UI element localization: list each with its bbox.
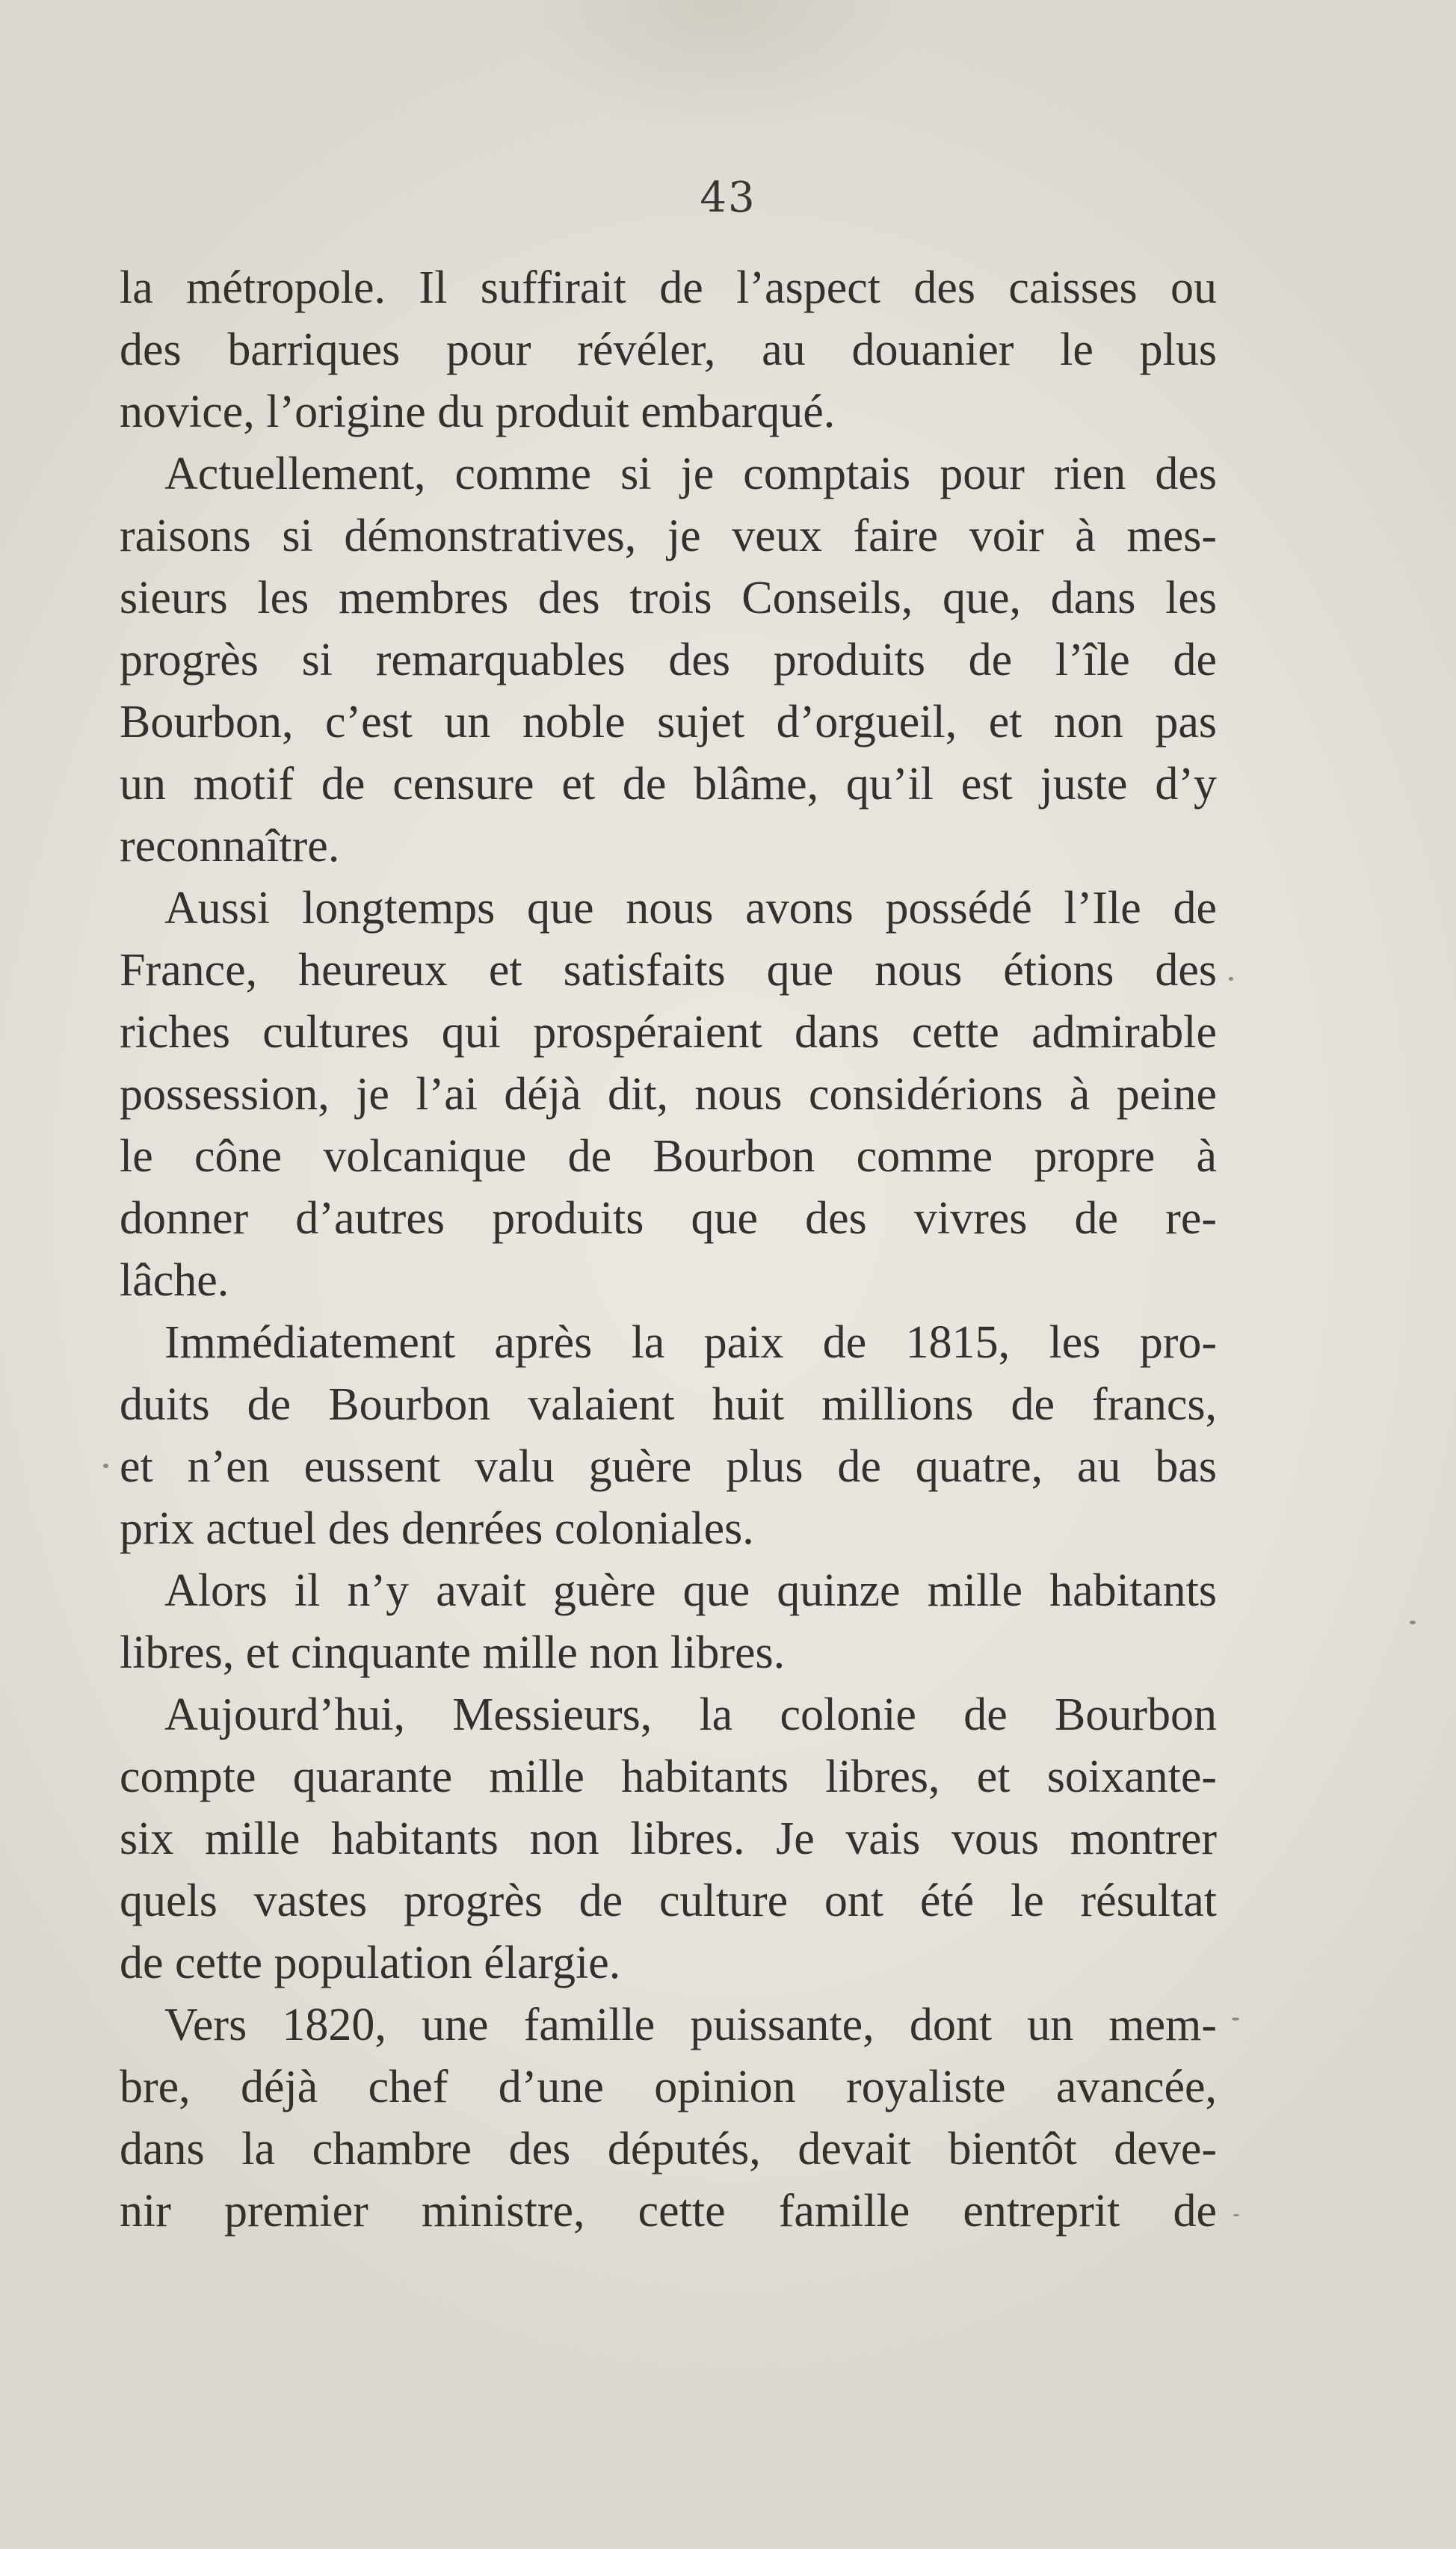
text-line: possession, je l’ai déjà dit, nous considérions à peine bbox=[120, 1069, 1217, 1120]
text-line: bre, déjà chef d’une opinion royaliste avancée, bbox=[120, 2062, 1217, 2112]
text-line: libres, et cinquante mille non libres. bbox=[120, 1627, 786, 1678]
text-line: compte quarante mille habitants libres, et soixante- bbox=[120, 1751, 1217, 1802]
paper-speck bbox=[1232, 2018, 1239, 2021]
text-line: reconnaître. bbox=[120, 821, 340, 872]
paragraph-start-line: Aussi longtemps que nous avons possédé l’Ile de bbox=[164, 883, 1217, 934]
paragraph-start-line: Aujourd’hui, Messieurs, la colonie de Bourbon bbox=[164, 1689, 1217, 1740]
body-text bbox=[120, 257, 1217, 2243]
paper-speck bbox=[1233, 2214, 1239, 2216]
text-line: de cette population élargie. bbox=[120, 1938, 621, 1988]
text-line: lâche. bbox=[120, 1255, 229, 1306]
paper-speck bbox=[1229, 977, 1233, 981]
text-line: France, heureux et satisfaits que nous étions des bbox=[120, 945, 1217, 996]
text-line: progrès si remarquables des produits de l’île de bbox=[120, 635, 1217, 685]
text-line: riches cultures qui prospéraient dans cette admirable bbox=[120, 1007, 1217, 1058]
text-line: prix actuel des denrées coloniales. bbox=[120, 1503, 754, 1554]
text-line: des barriques pour révéler, au douanier le plus bbox=[120, 324, 1217, 375]
text-line: dans la chambre des députés, devait bientôt deve- bbox=[120, 2124, 1217, 2174]
text-line: quels vastes progrès de culture ont été le résultat bbox=[120, 1875, 1217, 1926]
paper-speck bbox=[1410, 1621, 1416, 1624]
text-line: raisons si démonstratives, je veux faire voir à mes- bbox=[120, 511, 1217, 561]
text-line: novice, l’origine du produit embarqué. bbox=[120, 386, 836, 437]
text-line: et n’en eussent valu guère plus de quatre, au bas bbox=[120, 1441, 1217, 1492]
text-line: le cône volcanique de Bourbon comme propre à bbox=[120, 1131, 1217, 1182]
paragraph-start-line: Vers 1820, une famille puissante, dont un mem- bbox=[164, 2000, 1217, 2050]
text-line: duits de Bourbon valaient huit millions de francs, bbox=[120, 1379, 1217, 1430]
page-number: 43 bbox=[700, 173, 756, 222]
text-line: nir premier ministre, cette famille entreprit de bbox=[120, 2186, 1217, 2237]
text-line: donner d’autres produits que des vivres de re- bbox=[120, 1193, 1217, 1244]
text-line: sieurs les membres des trois Conseils, que, dans les bbox=[120, 573, 1217, 623]
text-line: Bourbon, c’est un noble sujet d’orgueil, et non pas bbox=[120, 697, 1217, 748]
paper-speck bbox=[103, 1464, 108, 1468]
text-line: la métropole. Il suffirait de l’aspect des caisses ou bbox=[120, 262, 1217, 313]
text-line: six mille habitants non libres. Je vais vous montrer bbox=[120, 1813, 1217, 1864]
paragraph-start-line: Alors il n’y avait guère que quinze mille habitants bbox=[164, 1565, 1217, 1616]
text-line: un motif de censure et de blâme, qu’il est juste d’y bbox=[120, 759, 1217, 810]
paragraph-start-line: Immédiatement après la paix de 1815, les pro- bbox=[164, 1317, 1217, 1368]
paragraph-start-line: Actuellement, comme si je comptais pour rien des bbox=[164, 449, 1217, 499]
